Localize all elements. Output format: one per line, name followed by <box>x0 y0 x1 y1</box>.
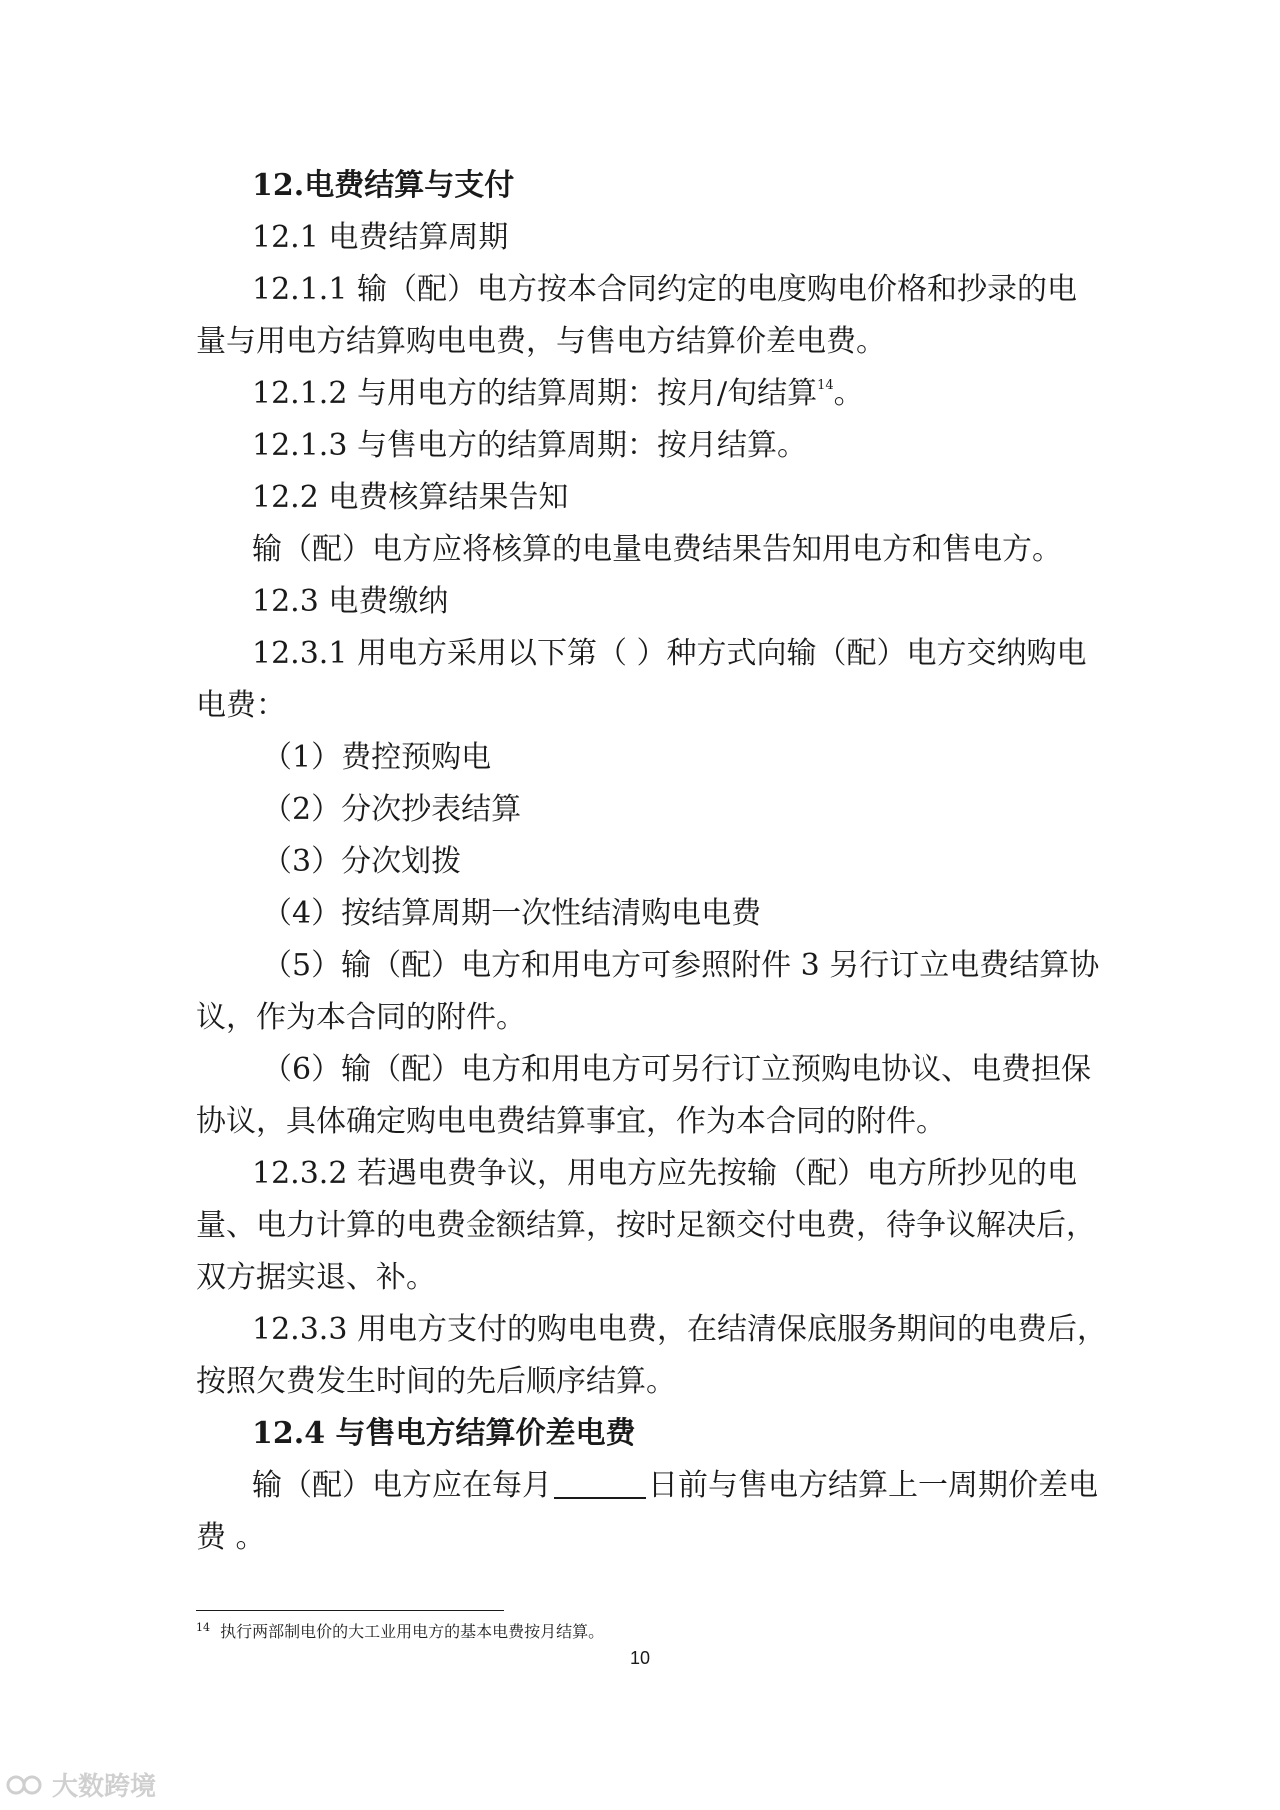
subsection-12-4: 12.4 与售电方结算价差电费 <box>252 1416 636 1451</box>
footnote-number: 14 <box>196 1621 210 1634</box>
clause-12-3-1-line2: 电费： <box>196 688 286 723</box>
option-1: （1）费控预购电 <box>262 740 492 775</box>
clause-12-3-1-line1: 12.3.1 用电方采用以下第（ ）种方式向输（配）电方交纳购电 <box>252 636 1087 671</box>
footnote-text: 执行两部制电价的大工业用电方的基本电费按月结算。 <box>220 1622 605 1641</box>
watermark-logo-icon <box>6 1771 46 1799</box>
option-5-line1: （5）输（配）电方和用电方可参照附件 3 另行订立电费结算协 <box>262 948 1100 983</box>
footnote-divider <box>196 1610 504 1611</box>
clause-12-3-2-line2: 量、电力计算的电费金额结算，按时足额交付电费，待争议解决后， <box>196 1208 1096 1243</box>
clause-12-2-body: 输（配）电方应将核算的电量电费结果告知用电方和售电方。 <box>252 532 1062 567</box>
clause-12-3-2-line3: 双方据实退、补。 <box>196 1260 436 1295</box>
option-2: （2）分次抄表结算 <box>262 792 522 827</box>
clause-12-1-1-line1: 12.1.1 输（配）电方按本合同约定的电度购电价格和抄录的电 <box>252 272 1077 307</box>
clause-12-1-3: 12.1.3 与售电方的结算周期：按月结算。 <box>252 428 807 463</box>
footnote <box>196 1620 604 1644</box>
option-3: （3）分次划拨 <box>262 844 462 879</box>
clause-12-3-3-line1: 12.3.3 用电方支付的购电电费，在结清保底服务期间的电费后， <box>252 1312 1107 1347</box>
section-heading: 12.电费结算与支付 <box>252 168 515 203</box>
subsection-12-3: 12.3 电费缴纳 <box>252 584 449 619</box>
watermark-text: 大数跨境 <box>52 1772 157 1802</box>
clause-12-1-2-tail: 。 <box>833 376 864 411</box>
option-6-line1: （6）输（配）电方和用电方可另行订立预购电协议、电费担保 <box>262 1052 1092 1087</box>
subsection-12-2: 12.2 电费核算结果告知 <box>252 480 569 515</box>
option-6-line2: 协议，具体确定购电电费结算事宜，作为本合同的附件。 <box>196 1104 946 1139</box>
fill-in-blank <box>554 1469 646 1499</box>
clause-12-3-3-line2: 按照欠费发生时间的先后顺序结算。 <box>196 1364 676 1399</box>
clause-12-4-after: 日前与售电方结算上一周期价差电 <box>648 1468 1098 1503</box>
page-number: 10 <box>629 1648 651 1668</box>
clause-12-4-before: 输（配）电方应在每月 <box>252 1468 552 1503</box>
watermark <box>6 1766 156 1803</box>
clause-12-4-line1 <box>252 1466 1152 1506</box>
clause-12-4-line2: 费 。 <box>196 1520 266 1555</box>
clause-12-1-2 <box>252 374 1152 414</box>
footnote-ref: 14 <box>817 378 834 393</box>
option-5-line2: 议，作为本合同的附件。 <box>196 1000 526 1035</box>
clause-12-1-2-text: 12.1.2 与用电方的结算周期：按月/旬结算 <box>252 376 818 411</box>
clause-12-1-1-line2: 量与用电方结算购电电费，与售电方结算价差电费。 <box>196 324 886 359</box>
clause-12-3-2-line1: 12.3.2 若遇电费争议，用电方应先按输（配）电方所抄见的电 <box>252 1156 1077 1191</box>
subsection-12-1: 12.1 电费结算周期 <box>252 220 509 255</box>
option-4: （4）按结算周期一次性结清购电电费 <box>262 896 762 931</box>
